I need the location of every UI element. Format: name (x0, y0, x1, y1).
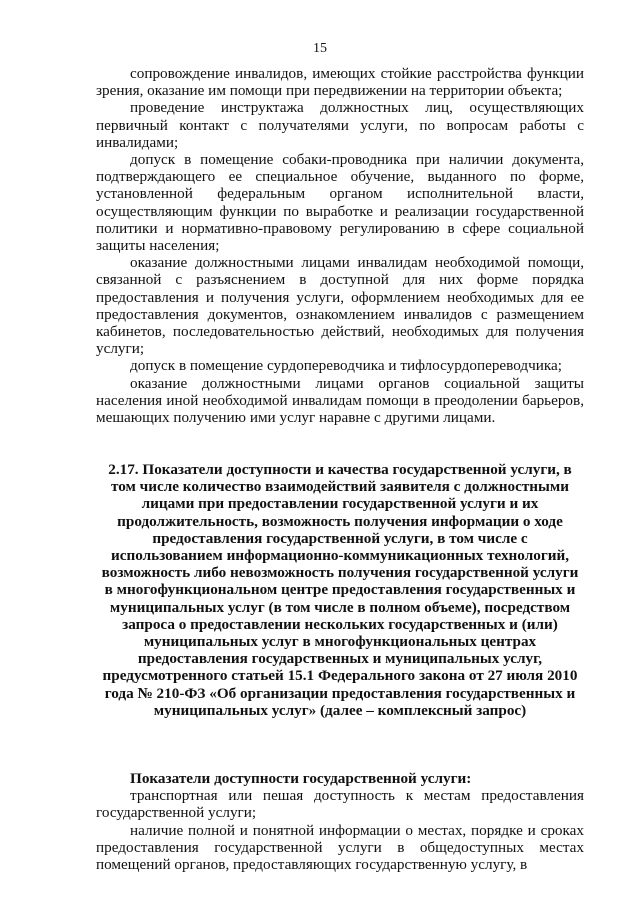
section-heading: 2.17. Показатели доступности и качества государственной услуги, в том числе количество взаимодействий заявителя с должностными лицами при предоставлении государственной услуги и их продолжительность, возможность получения информации о ходе предоставления государственной услуги, в том числе с использованием информационно-коммуникационных технологий, возможность либо невозможность получения государственной услуги в многофункциональном центре предоставления государственных и муниципальных услуг (в том числе в полном объеме), посредством запроса о предоставлении нескольких государственных и (или) муниципальных услуг в многофункциональных центрах предоставления государственных и муниципальных услуг, предусмотренного статьей 15.1 Федерального закона от 27 июля 2010 года № 210-ФЗ «Об организации предоставления государственных и муниципальных услуг» (далее – комплексный запрос) (101, 461, 579, 719)
paragraph-escort: сопровождение инвалидов, имеющих стойкие расстройства функции зрения, оказание им помощи при передвижении на территории объекта; (96, 65, 584, 100)
paragraph-information: наличие полной и понятной информации о местах, порядке и сроках предоставления государственной услуги в общедоступных местах помещений органов, предоставляющих государственную услугу, в (96, 821, 584, 874)
lower-text-block (96, 770, 584, 873)
paragraph-interpreter: допуск в помещение сурдопереводчика и тифлосурдопереводчика; (130, 357, 562, 375)
paragraph-guide-dog: допуск в помещение собаки-проводника при наличии документа, подтверждающего ее специальное обучение, выданного по форме, установленной федеральным органом исполнительной власти, осуществляющим функции по выработке и реализации государственной политики и нормативно-правовому регулированию в сфере социальной защиты населения; (96, 151, 584, 255)
paragraph-transport: транспортная или пешая доступность к местам предоставления государственной услуги; (96, 787, 584, 822)
upper-text-block (96, 65, 584, 426)
paragraph-other-help: оказание должностными лицами органов социальной защиты населения иной необходимой инвалидам помощи в преодолении барьеров, мешающих получению ими услуг наравне с другими лицами. (96, 374, 584, 427)
paragraph-briefing: проведение инструктажа должностных лиц, осуществляющих первичный контакт с получателями услуги, по вопросам работы с инвалидами; (96, 99, 584, 151)
page-number: 15 (313, 41, 327, 56)
subsection-title: Показатели доступности государственной услуги: (130, 770, 472, 787)
paragraph-assistance: оказание должностными лицами инвалидам необходимой помощи, связанной с разъяснением в доступной для них форме порядка предоставления и получения услуги, оформлением необходимых для ее предоставления документов, ознакомлением инвалидов с размещением кабинетов, последовательностью действий, необходимых для получения услуги; (96, 254, 584, 358)
